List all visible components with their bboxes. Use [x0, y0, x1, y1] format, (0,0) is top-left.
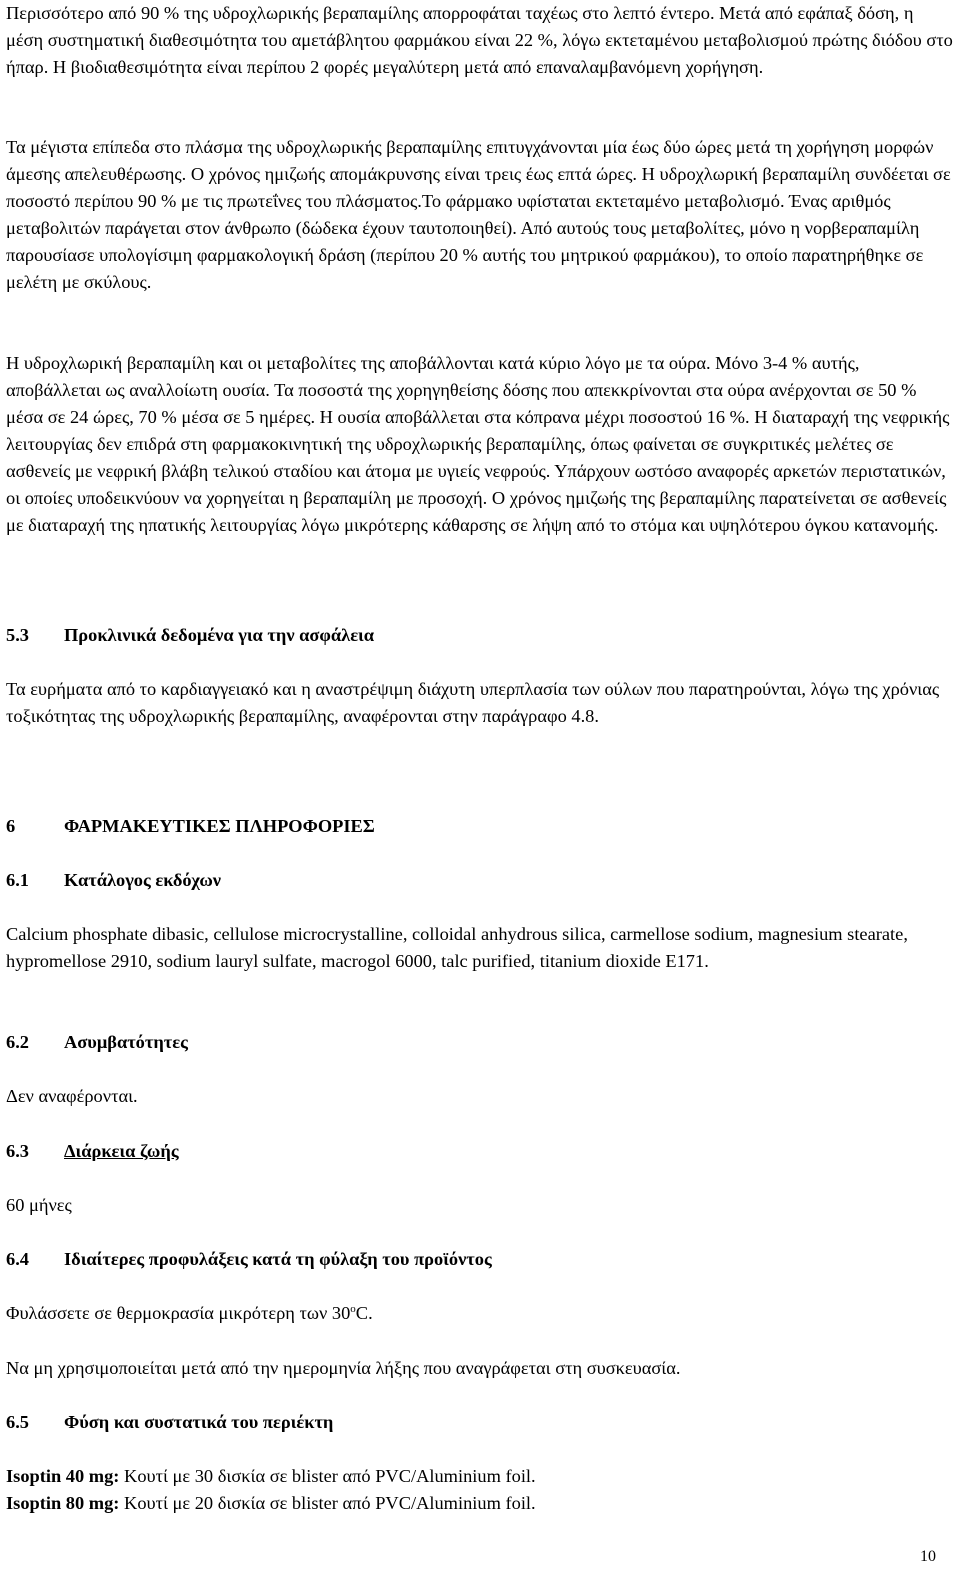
preclinical-paragraph: Τα ευρήματα από το καρδιαγγειακό και η αναστρέψιμη διάχυτη υπερπλασία των ούλων που παρατηρούνται, λόγω της χρόνιας τοξικότητας της υδροχλωρικής βεραπαμίλης, αναφέρονται στην παράγραφο 4.8.: [6, 679, 940, 726]
section-heading-6-1: [6, 867, 221, 894]
section-number: 6.2: [6, 1032, 29, 1052]
excretion-paragraph: Η υδροχλωρική βεραπαμίλη και οι μεταβολίτες της αποβάλλονται κατά κύριο λόγο με τα ούρα. Μόνο 3-4 % αυτής, αποβάλλεται ως αναλλοίωτη ουσία. Τα ποσοστά της χορηγηθείσης δόσης που απεκκρίνονται στα ούρα ανέρχονται σε 50 % μέσα σε 24 ώρες, 70 % μέσα σε 5 ημέρες. Η ουσία αποβάλλεται στα κόπρανα μέχρι ποσοστού 16 %. Η διαταραχή της νεφρικής λειτουργίας δεν επιδρά στη φαρμακοκινητική της υδροχλωρικής βεραπαμίλης, όπως φαίνεται σε συγκριτικές μελέτες σε ασθενείς με νεφρική βλάβη τελικού σταδίου και άτομα με υγιείς νεφρούς. Υπάρχουν ωστόσο αναφορές αρκετών περιστατικών, οι οποίες υποδεικνύουν να χορηγείται η βεραπαμίλη με προσοχή. Ο χρόνος ημιζωής της βεραπαμίλης παρατείνεται σε ασθενείς με διαταραχή της ηπατικής λειτουργίας λόγω μικρότερης κάθαρσης σε λήψη από το στόμα και υψηλότερου όγκου κατανομής.: [6, 353, 950, 535]
section-number: 6.3: [6, 1141, 29, 1161]
section-title: Ιδιαίτερες προφυλάξεις κατά τη φύλαξη του προϊόντος: [64, 1249, 492, 1269]
page-number: 10: [920, 1548, 936, 1565]
package-label: Isoptin 40 mg:: [6, 1466, 120, 1486]
incompatibilities-text: Δεν αναφέρονται.: [6, 1086, 138, 1106]
section-heading-6-3: [6, 1138, 179, 1165]
degree-superscript: o: [350, 1302, 356, 1315]
package-label: Isoptin 80 mg:: [6, 1493, 120, 1513]
section-heading-6-4: [6, 1246, 492, 1273]
plasma-paragraph: Τα μέγιστα επίπεδα στο πλάσμα της υδροχλωρικής βεραπαμίλης επιτυγχάνονται μία έως δύο ώρες μετά τη χορήγηση μορφών άμεσης απελευθέρωσης. Ο χρόνος ημιζωής απομάκρυνσης είναι τρεις έως επτά ώρες. Η υδροχλωρική βεραπαμίλη συνδέεται σε ποσοστό περίπου 90 % με τις πρωτεΐνες του πλάσματος.Το φάρμακο υφίσταται εκτεταμένο μεταβολισμό. Ένας αριθμός μεταβολιτών παράγεται στον άνθρωπο (δώδεκα έχουν ταυτοποιηθεί). Από αυτούς τους μεταβολίτες, μόνο η νορβεραπαμίλη παρουσίασε υπολογίσιμη φαρμακολογική δράση (περίπου 20 % αυτής του μητρικού φαρμάκου), το οποίο παρατηρήθηκε σε μελέτη με σκύλους.: [6, 137, 951, 292]
section-number: 5.3: [6, 625, 29, 645]
section-title: Κατάλογος εκδόχων: [64, 870, 222, 890]
expiry-text: Να μη χρησιμοποιείται μετά από την ημερομηνία λήξης που αναγράφεται στη συσκευασία.: [6, 1358, 681, 1378]
storage-text: [6, 1300, 373, 1327]
section-number: 6.1: [6, 870, 29, 890]
package-line-40mg: [6, 1463, 536, 1490]
package-description: Κουτί με 30 δισκία σε blister από PVC/Aluminium foil.: [119, 1466, 536, 1486]
section-title: Φύση και συστατικά του περιέκτη: [64, 1412, 334, 1432]
section-heading-6-2: [6, 1029, 188, 1056]
storage-text-main: Φυλάσσετε σε θερμοκρασία μικρότερη των 30: [6, 1303, 351, 1323]
shelf-life-text: 60 μήνες: [6, 1195, 72, 1215]
section-heading-6-5: [6, 1409, 333, 1436]
package-description: Κουτί με 20 δισκία σε blister από PVC/Aluminium foil.: [119, 1493, 536, 1513]
storage-text-unit: C.: [355, 1303, 373, 1323]
package-line-80mg: [6, 1490, 536, 1517]
section-heading-5-3: [6, 622, 374, 649]
absorption-paragraph: Περισσότερο από 90 % της υδροχλωρικής βεραπαμίλης απορροφάται ταχέως στο λεπτό έντερο. Μετά από εφάπαξ δόση, η μέση συστηματική διαθεσιμότητα του αμετάβλητου φαρμάκου είναι 22 %, λόγω εκτεταμένου μεταβολισμού πρώτης διόδου στο ήπαρ. Η βιοδιαθεσιμότητα είναι περίπου 2 φορές μεγαλύτερη μετά από επαναλαμβανόμενη χορήγηση.: [6, 3, 953, 77]
section-title: Διάρκεια ζωής: [64, 1141, 179, 1161]
section-title: Προκλινικά δεδομένα για την ασφάλεια: [64, 625, 375, 645]
excipients-paragraph: Calcium phosphate dibasic, cellulose microcrystalline, colloidal anhydrous silica, carmellose sodium, magnesium stearate, hypromellose 2910, sodium lauryl sulfate, macrogol 6000, talc purified, titanium dioxide E171.: [6, 924, 908, 971]
section-title: Ασυμβατότητες: [64, 1032, 188, 1052]
section-title: ΦΑΡΜΑΚΕΥΤΙΚΕΣ ΠΛΗΡΟΦΟΡΙΕΣ: [64, 816, 375, 836]
section-heading-6: [6, 813, 375, 840]
section-number: 6: [6, 816, 16, 836]
section-number: 6.4: [6, 1249, 29, 1269]
section-number: 6.5: [6, 1412, 29, 1432]
